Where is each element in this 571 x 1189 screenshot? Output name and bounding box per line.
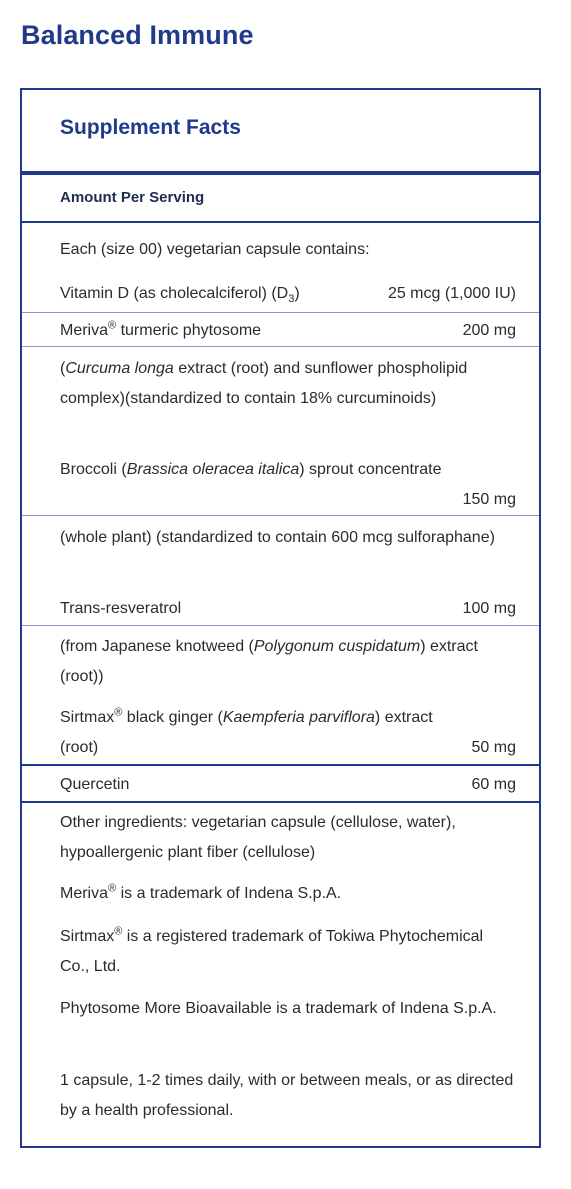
broccoli-label: Broccoli (Brassica oleracea italica) sprout concentrate bbox=[60, 461, 442, 478]
resveratrol-label: Trans-resveratrol bbox=[60, 600, 182, 617]
header-rule bbox=[22, 171, 539, 175]
resveratrol-row bbox=[60, 594, 516, 624]
sirtmax-label: Sirtmax® black ginger (Kaempferia parviflora) extract bbox=[60, 706, 433, 726]
phytosome-trademark: Phytosome More Bioavailable is a trademark of Indena S.p.A. bbox=[60, 1000, 497, 1017]
broccoli-amount: 150 mg bbox=[462, 491, 516, 508]
vitamin-d-label: Vitamin D (as cholecalciferol) $(D_3)$ bbox=[60, 285, 300, 306]
row-divider bbox=[22, 625, 539, 626]
facts-title: Supplement Facts bbox=[60, 116, 241, 139]
sirtmax-amount: 50 mg bbox=[471, 739, 516, 756]
capsule-intro: Each (size 00) vegetarian capsule contains: bbox=[60, 241, 370, 258]
vitamin-d-amount: 25 mcg (1,000 IU) bbox=[387, 285, 516, 302]
quercetin-label: Quercetin bbox=[60, 776, 130, 793]
meriva-row bbox=[60, 316, 516, 346]
other-ingredients: Other ingredients: vegetarian capsule (cellulose, water), hypoallergenic plant fiber (cellulose) bbox=[60, 814, 456, 861]
quercetin-row bbox=[60, 770, 516, 800]
meriva-amount: 200 mg bbox=[462, 322, 516, 339]
row-divider bbox=[22, 801, 539, 803]
row-divider bbox=[22, 312, 539, 313]
broccoli-note: (whole plant) (standardized to contain 600 mcg sulforaphane) bbox=[60, 529, 495, 546]
row-divider bbox=[22, 515, 539, 516]
page-title: Balanced Immune bbox=[21, 20, 254, 50]
amount-per-serving-header: Amount Per Serving bbox=[60, 189, 205, 206]
resveratrol-amount: 100 mg bbox=[462, 600, 516, 617]
sirtmax-trademark: Sirtmax® is a registered trademark of Tokiwa Phytochemical Co., Ltd. bbox=[60, 925, 484, 975]
directions: 1 capsule, 1-2 times daily, with or between meals, or as directed by a health professional. bbox=[60, 1072, 514, 1119]
quercetin-amount: 60 mg bbox=[471, 776, 516, 793]
row-divider bbox=[22, 346, 539, 347]
supplement-facts-panel bbox=[20, 88, 541, 1148]
amount-rule bbox=[22, 221, 539, 223]
sirtmax-row bbox=[60, 733, 516, 763]
meriva-label: Meriva® turmeric phytosome bbox=[60, 319, 262, 339]
vitamin-d-row bbox=[60, 279, 516, 309]
meriva-trademark: Meriva® is a trademark of Indena S.p.A. bbox=[60, 882, 342, 902]
row-divider bbox=[22, 764, 539, 766]
meriva-note: (Curcuma longa extract (root) and sunflower phospholipid complex)(standardized to contain 18% curcuminoids) bbox=[60, 360, 468, 407]
sirtmax-label-line2: (root) bbox=[60, 739, 99, 756]
resveratrol-note: (from Japanese knotweed (Polygonum cuspidatum) extract (root)) bbox=[60, 638, 478, 685]
